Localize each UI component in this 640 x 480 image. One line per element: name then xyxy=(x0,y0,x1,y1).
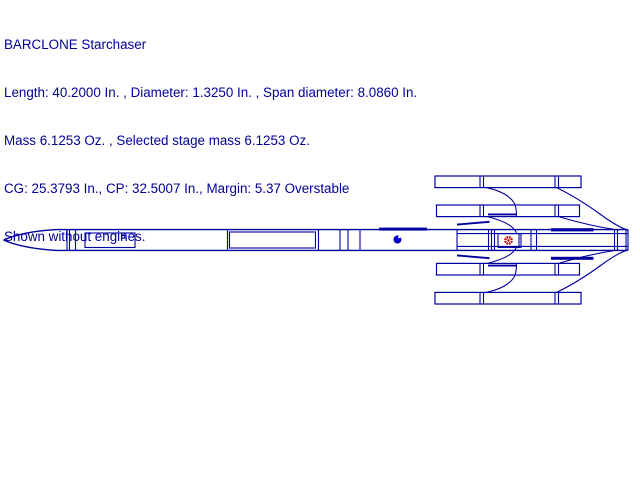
design-note: Shown without engines. xyxy=(4,229,146,244)
body-tube xyxy=(56,230,628,251)
design-stability: CG: 25.3793 In., CP: 32.5007 In., Margin: 5.37 Overstable xyxy=(4,181,350,196)
design-mass: Mass 6.1253 Oz. , Selected stage mass 6.1253 Oz. xyxy=(4,133,310,148)
design-dimensions: Length: 40.2000 In. , Diameter: 1.3250 In. , Span diameter: 8.0860 In. xyxy=(4,85,418,100)
cp-marker xyxy=(504,236,513,245)
nose-cone xyxy=(4,230,76,251)
launch-lug xyxy=(379,228,594,260)
parachute-icon xyxy=(122,236,125,241)
payload-bay xyxy=(85,233,135,248)
design-title: BARCLONE Starchaser xyxy=(4,37,147,52)
fins xyxy=(457,188,628,293)
cg-marker xyxy=(394,236,402,244)
